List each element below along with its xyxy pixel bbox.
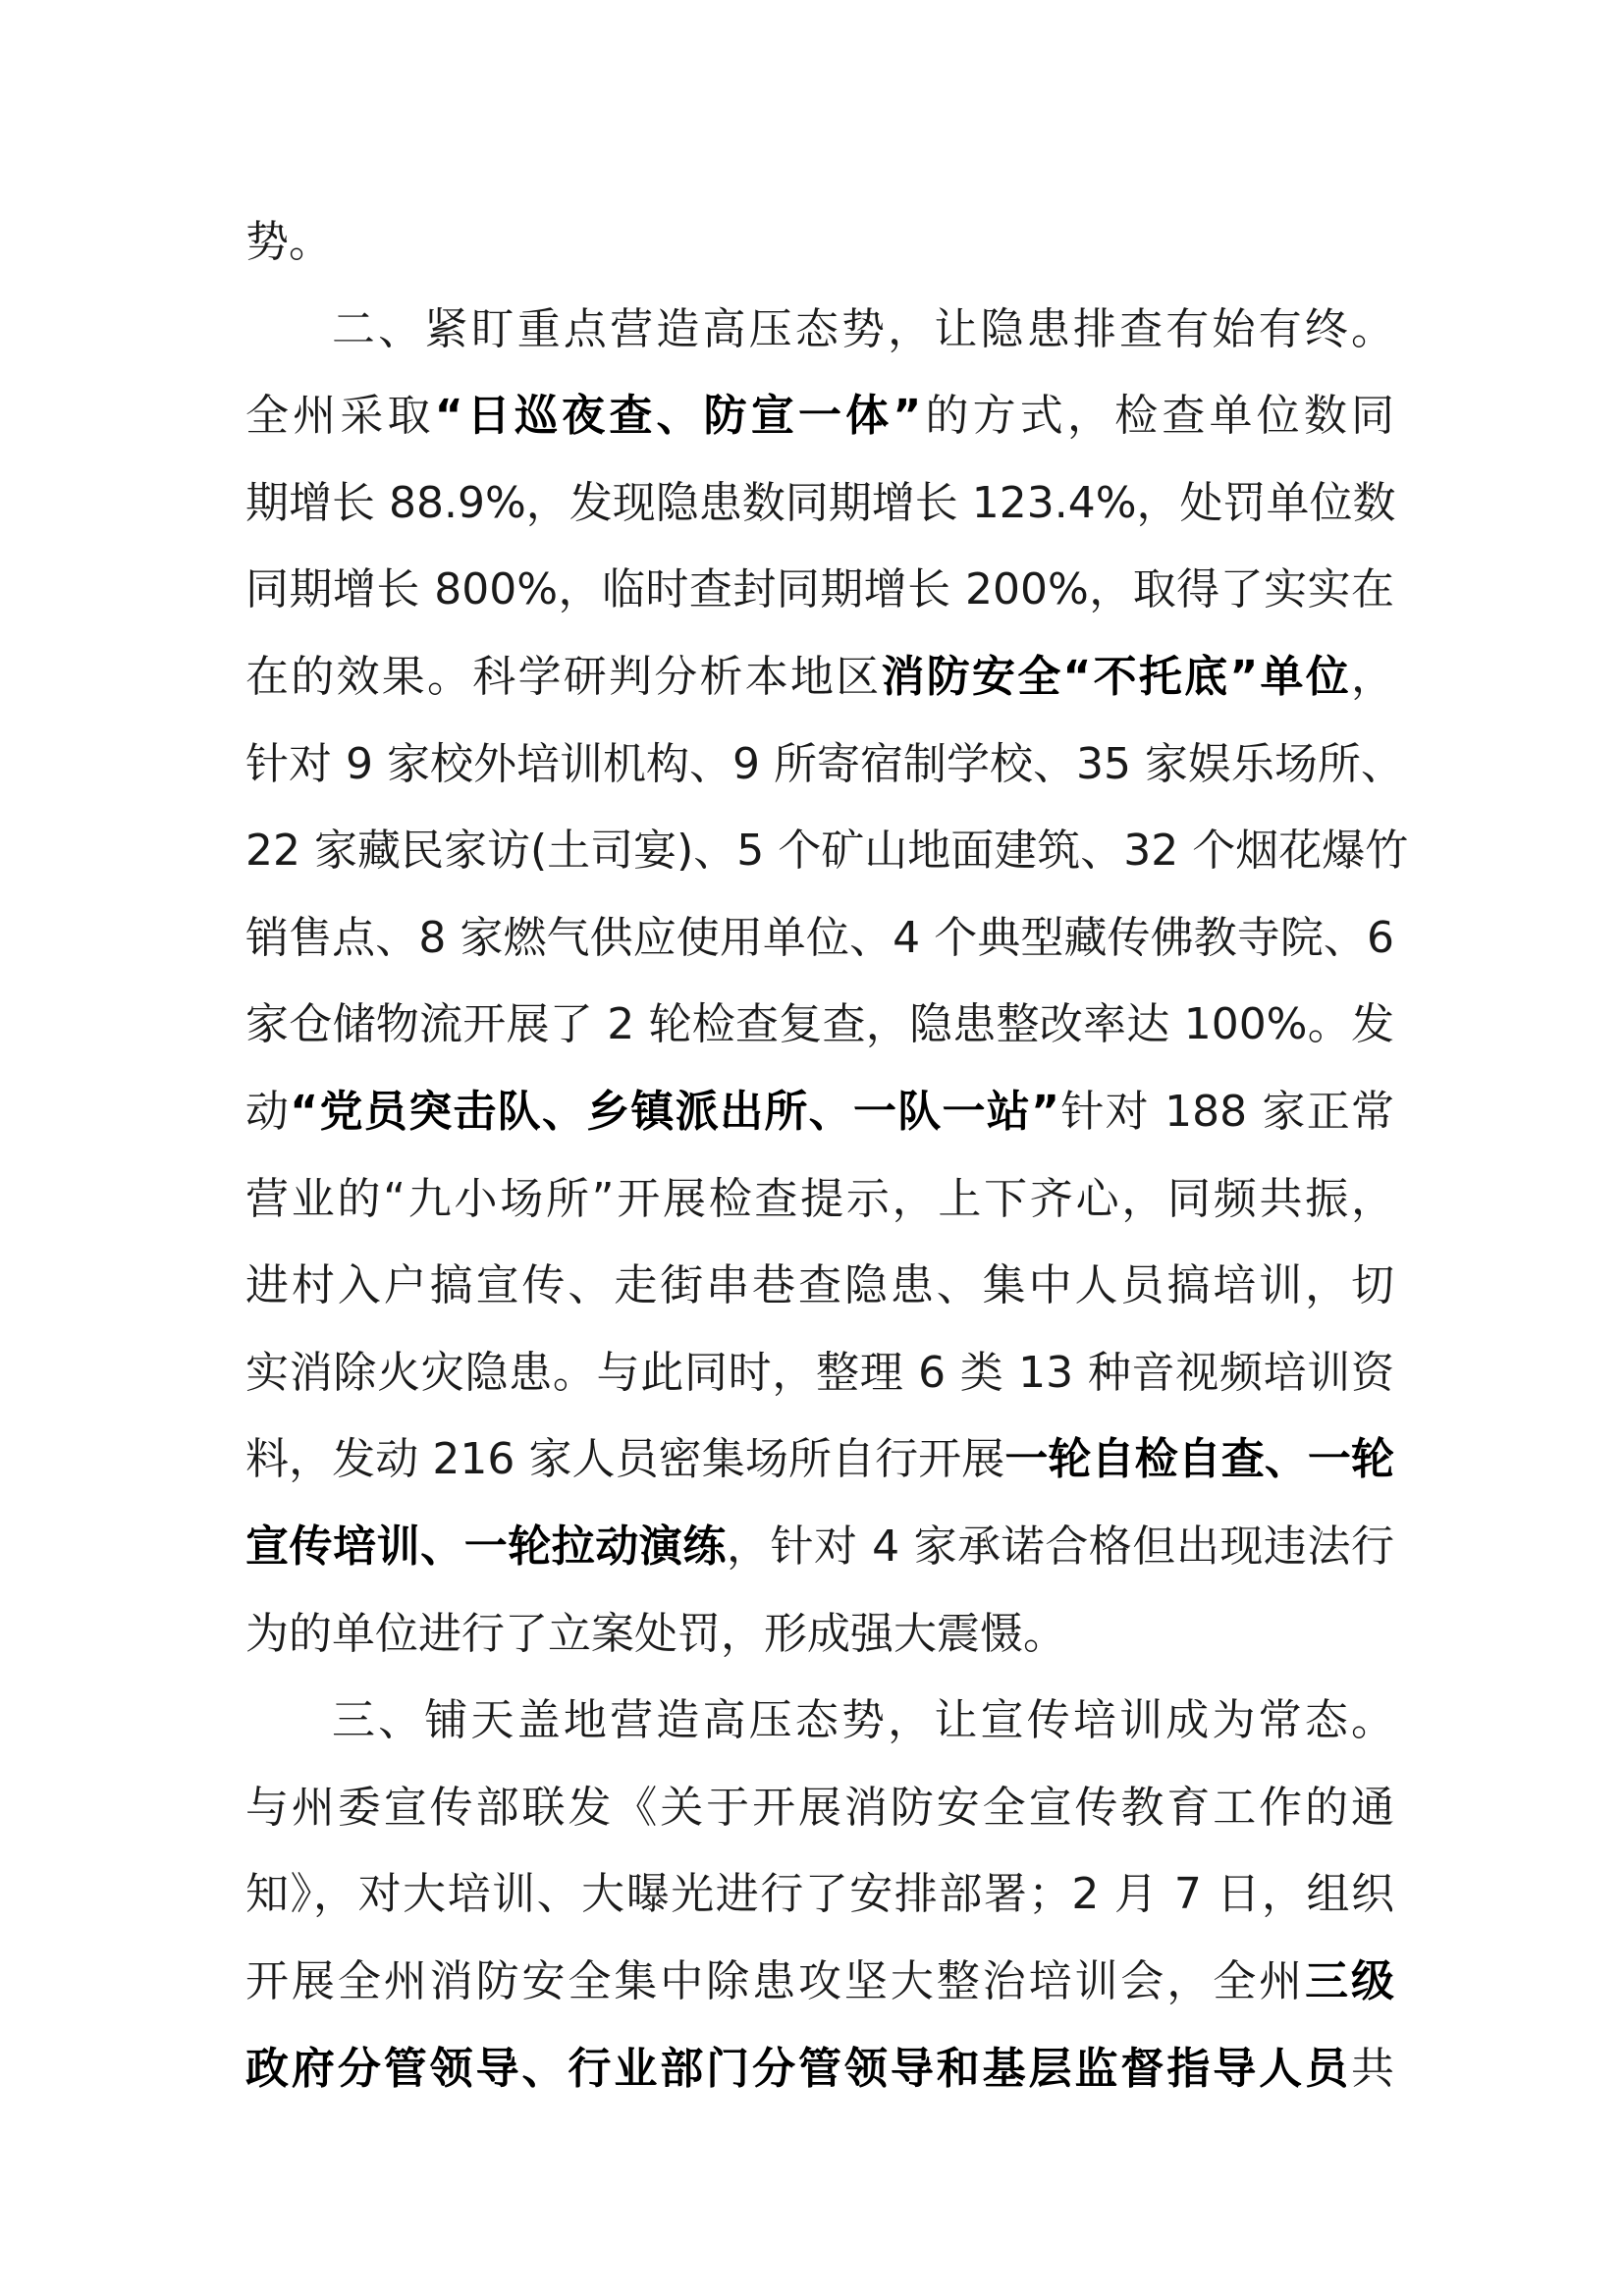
text-segment: 的方式，检查单位数同 [921,391,1395,442]
text-segment: 期增长 88.9%，发现隐患数同期增长 123.4%，处罚单位数 [245,477,1396,528]
bold-text-segment: 消防安全“不托底”单位 [881,652,1351,702]
text-segment: 与州委宣传部联发《关于开展消防安全宣传教育工作的通 [245,1782,1394,1833]
text-segment: 在的效果。科学研判分析本地区 [245,652,882,702]
text-line [245,992,1394,1057]
text-line [245,1602,1394,1667]
text-line [245,1341,1394,1406]
text-line [245,1254,1394,1318]
text-line [245,819,1409,883]
text-line [245,471,1394,536]
text-line [245,1949,1394,2014]
text-segment: 知》，对大培训、大曝光进行了安排部署；2 月 7 日，组织 [245,1869,1394,1920]
text-segment: 动 [245,1087,291,1137]
text-line [332,1688,1394,1753]
text-line [332,297,1394,362]
text-segment: 为的单位进行了立案处罚，形成强大震慑。 [245,1608,1066,1659]
text-segment: 势。 [245,217,332,267]
text-segment: 家仓储物流开展了 2 轮检查复查，隐患整改率达 100%。发 [245,999,1394,1050]
text-line [245,1776,1394,1841]
text-segment: 三、铺天盖地营造高压态势，让宣传培训成为常态。 [332,1695,1394,1746]
text-line [245,2037,1394,2102]
text-line [245,732,1404,797]
text-line [245,558,1394,622]
text-segment: 二、紧盯重点营造高压态势，让隐患排查有始有终。 [332,303,1394,354]
text-segment: 实消除火灾隐患。与此同时，整理 6 类 13 种音视频培训资 [245,1347,1394,1398]
text-line [245,1427,1394,1492]
text-segment: 同期增长 800%，临时查封同期增长 200%，取得了实实在 [245,564,1394,615]
text-segment: 进村入户搞宣传、走街串巷查隐患、集中人员搞培训，切 [245,1260,1394,1311]
bold-text-segment: 三级 [1305,1956,1395,2006]
text-segment: 共 [1351,2043,1394,2094]
text-line [245,1080,1394,1145]
text-segment: 销售点、8 家燃气供应使用单位、4 个典型藏传佛教寺院、6 [245,912,1394,963]
text-line [245,906,1394,971]
text-segment: 针对 188 家正常 [1059,1087,1394,1137]
text-segment: 料，发动 216 家人员密集场所自行开展 [245,1434,1005,1485]
text-segment: 全州采取 [245,391,435,442]
text-line [245,384,1394,449]
text-segment: 22 家藏民家访(土司宴)、5 个矿山地面建筑、32 个烟花爆竹 [245,826,1409,877]
bold-text-segment: 一轮自检自查、一轮 [1004,1434,1394,1485]
bold-text-segment: 政府分管领导、行业部门分管领导和基层监督指导人员 [245,2043,1351,2094]
text-line [245,1862,1394,1927]
text-segment: 营业的“九小场所”开展检查提示，上下齐心，同频共振， [245,1173,1394,1224]
text-segment: 开展全州消防安全集中除患攻坚大整治培训会，全州 [245,1956,1306,2006]
text-segment: ， [1351,652,1394,702]
text-line [245,1515,1394,1579]
text-segment: 针对 9 家校外培训机构、9 所寄宿制学校、35 家娱乐场所、 [245,738,1404,789]
text-line [245,210,1394,275]
text-line [245,1167,1394,1232]
bold-text-segment: “党员突击队、乡镇派出所、一队一站” [290,1087,1060,1137]
bold-text-segment: “日巡夜查、防宣一体” [434,391,922,442]
text-line [245,645,1394,710]
bold-text-segment: 宣传培训、一轮拉动演练 [245,1522,727,1572]
text-segment: ，针对 4 家承诺合格但出现违法行 [726,1522,1394,1572]
